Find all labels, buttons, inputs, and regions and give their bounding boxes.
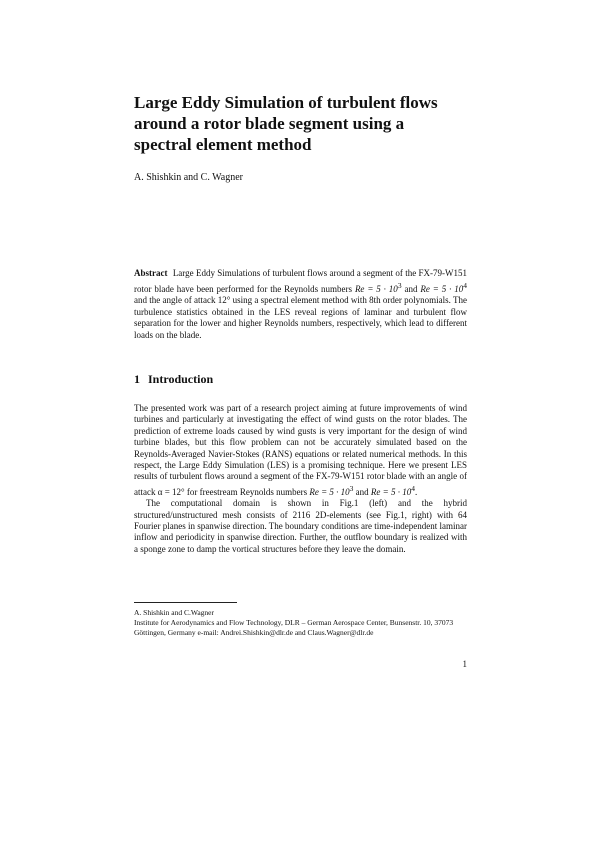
paragraph-1-reynolds-1: Re = 5 · 10	[309, 486, 350, 497]
footnote-rule	[134, 602, 237, 603]
paragraph-1-and: and	[355, 486, 369, 497]
paragraph-1-reynolds-2-exponent: 4	[411, 483, 415, 493]
abstract-reynolds-2-exponent: 4	[463, 280, 467, 290]
abstract	[134, 268, 467, 341]
footnote-affiliation: Institute for Aerodynamics and Flow Technology, DLR – German Aerospace Center, Bunsenstr. 10, 37073 Göttingen, Germany e-mail: Andrei.Shishkin@dlr.de and Claus.Wagner@dlr.de	[134, 618, 454, 637]
paragraph-1-end: .	[415, 486, 418, 497]
paper-title: Large Eddy Simulation of turbulent flows around a rotor blade segment using a spectral element method	[134, 93, 438, 154]
abstract-text-start: Large Eddy Simulations of turbulent flows around a segment of the FX-79-W151 rotor blade have been performed for the Reynolds numbers	[134, 268, 467, 294]
author-line: A. Shishkin and C. Wagner	[134, 172, 244, 183]
abstract-reynolds-1-exponent: 3	[397, 280, 402, 290]
body-text	[134, 403, 467, 555]
footnote-names: A. Shishkin and C.Wagner	[134, 608, 215, 617]
abstract-reynolds-2: Re = 5 · 10	[420, 283, 464, 294]
paragraph-1-text: The presented work was part of a research project aiming at future improvements of wind turbines and particularly at investigating the effect of wind gusts on the rotor blades. The prediction of extreme loads caused by wind gusts is very important for the design of wind turbine blades, but this flow problem can not be accurately simulated based on the Reynolds-Averaged Navier-Stokes (RANS) equations or related numerical methods. In this respect, the Large Eddy Simulation (LES) is a promising technique. Here we present LES results of turbulent flows around a segment of the FX-79-W151 rotor blade with an angle of attack α = 12° for freestream Reynolds numbers	[134, 403, 467, 497]
paragraph-1-reynolds-1-exponent: 3	[349, 483, 354, 493]
abstract-reynolds-1: Re = 5 · 10	[354, 283, 398, 294]
page-number: 1	[462, 659, 467, 669]
body-paragraph-1	[134, 403, 467, 498]
abstract-label: Abstract	[134, 268, 168, 278]
abstract-text-end: and the angle of attack 12° using a spectral element method with 8th order polynomials. The turbulence statistics obtained in the LES reveal regions of laminar and turbulent flow separation for the lower and higher Reynolds numbers, respectively, which lead to different loads on the blade.	[134, 295, 467, 340]
section-title: Introduction	[148, 372, 214, 386]
body-paragraph-2: The computational domain is shown in Fig.1 (left) and the hybrid structured/unstructured mesh consists of 2116 2D-elements (see Fig.1, right) with 64 Fourier planes in spanwise direction. The boundary conditions are time-independent laminar inflow and periodicity in spanwise direction. Further, the outflow boundary is realized with a sponge zone to damp the vortical structures before they leave the domain.	[134, 498, 467, 554]
footnote	[134, 608, 467, 638]
section-heading	[134, 372, 213, 387]
abstract-and: and	[404, 283, 418, 294]
paragraph-1-reynolds-2: Re = 5 · 10	[370, 486, 412, 497]
section-number: 1	[134, 372, 140, 386]
